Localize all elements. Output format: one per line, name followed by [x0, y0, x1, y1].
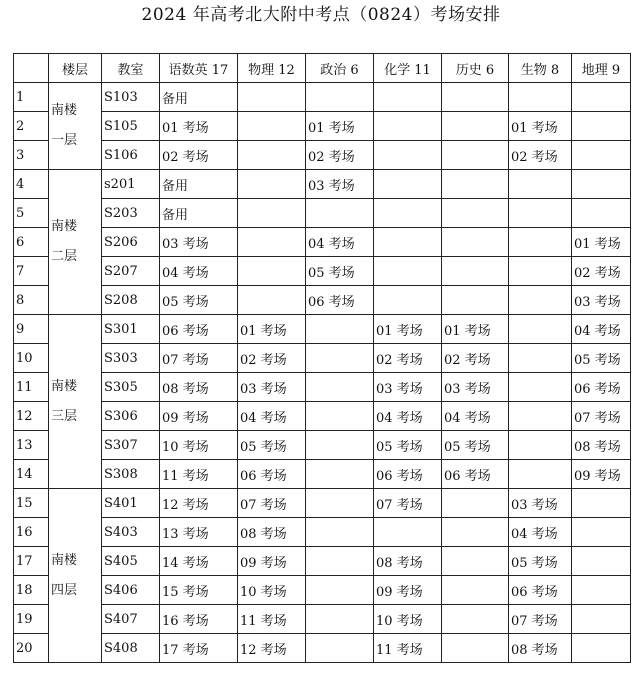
assignment-cell-physics: 01 考场 [238, 315, 306, 344]
header-cell-biology: 生物 8 [509, 54, 572, 83]
room-cell: S405 [102, 547, 160, 576]
assignment-cell-physics [238, 257, 306, 286]
row-number-cell: 12 [14, 402, 49, 431]
table-row [14, 315, 631, 344]
row-number-cell: 2 [14, 112, 49, 141]
header-cell-floor: 楼层 [49, 54, 102, 83]
assignment-cell-chemistry: 07 考场 [374, 489, 442, 518]
assignment-cell-physics [238, 112, 306, 141]
assignment-cell-history [442, 634, 509, 663]
room-cell: S207 [102, 257, 160, 286]
room-cell: S303 [102, 344, 160, 373]
table-row [14, 228, 631, 257]
assignment-cell-biology [509, 83, 572, 112]
assignment-cell-physics: 12 考场 [238, 634, 306, 663]
assignment-cell-politics [306, 489, 374, 518]
assignment-cell-biology: 05 考场 [509, 547, 572, 576]
row-number-cell: 16 [14, 518, 49, 547]
assignment-cell-geography: 01 考场 [572, 228, 631, 257]
assignment-cell-politics [306, 199, 374, 228]
row-number-cell: 14 [14, 460, 49, 489]
assignment-cell-physics [238, 228, 306, 257]
row-number-cell: 19 [14, 605, 49, 634]
assignment-cell-history: 05 考场 [442, 431, 509, 460]
assignment-cell-history [442, 257, 509, 286]
assignment-cell-biology [509, 460, 572, 489]
assignment-cell-chinese-math-english: 09 考场 [160, 402, 238, 431]
assignment-cell-biology: 06 考场 [509, 576, 572, 605]
assignment-cell-history [442, 547, 509, 576]
assignment-cell-chinese-math-english: 备用 [160, 83, 238, 112]
assignment-cell-chemistry: 09 考场 [374, 576, 442, 605]
assignment-cell-chinese-math-english: 14 考场 [160, 547, 238, 576]
floor-cell [49, 83, 102, 170]
assignment-cell-geography [572, 547, 631, 576]
header-cell-geography: 地理 9 [572, 54, 631, 83]
row-number-cell: 9 [14, 315, 49, 344]
room-cell: S301 [102, 315, 160, 344]
row-number-cell: 4 [14, 170, 49, 199]
assignment-cell-chemistry [374, 83, 442, 112]
assignment-cell-chemistry [374, 112, 442, 141]
assignment-cell-chinese-math-english: 06 考场 [160, 315, 238, 344]
assignment-cell-chinese-math-english: 04 考场 [160, 257, 238, 286]
room-cell: S408 [102, 634, 160, 663]
assignment-cell-chinese-math-english: 03 考场 [160, 228, 238, 257]
row-number-cell: 18 [14, 576, 49, 605]
assignment-cell-history [442, 228, 509, 257]
assignment-cell-geography [572, 489, 631, 518]
table-row [14, 518, 631, 547]
floor-level-label: 三层 [51, 408, 78, 424]
room-cell: S106 [102, 141, 160, 170]
row-number-cell: 15 [14, 489, 49, 518]
table-row [14, 199, 631, 228]
assignment-cell-chemistry: 02 考场 [374, 344, 442, 373]
row-number-cell: 10 [14, 344, 49, 373]
row-number-cell: 13 [14, 431, 49, 460]
floor-level-label: 一层 [51, 133, 78, 148]
schedule-body [14, 83, 631, 663]
assignment-cell-politics [306, 83, 374, 112]
assignment-cell-chinese-math-english: 01 考场 [160, 112, 238, 141]
floor-building-label: 南楼 [51, 378, 78, 394]
assignment-cell-politics: 05 考场 [306, 257, 374, 286]
assignment-cell-chinese-math-english: 16 考场 [160, 605, 238, 634]
assignment-cell-politics [306, 315, 374, 344]
assignment-cell-chinese-math-english: 07 考场 [160, 344, 238, 373]
header-cell-history: 历史 6 [442, 54, 509, 83]
assignment-cell-history [442, 170, 509, 199]
assignment-cell-chemistry [374, 141, 442, 170]
assignment-cell-geography: 04 考场 [572, 315, 631, 344]
assignment-cell-physics: 03 考场 [238, 373, 306, 402]
assignment-cell-chinese-math-english: 备用 [160, 199, 238, 228]
assignment-cell-geography: 09 考场 [572, 460, 631, 489]
room-cell: S401 [102, 489, 160, 518]
assignment-cell-physics [238, 141, 306, 170]
assignment-cell-history [442, 141, 509, 170]
assignment-cell-chemistry [374, 170, 442, 199]
assignment-cell-chemistry: 11 考场 [374, 634, 442, 663]
row-number-cell: 1 [14, 83, 49, 112]
table-row [14, 373, 631, 402]
header-cell-physics: 物理 12 [238, 54, 306, 83]
assignment-cell-chinese-math-english: 15 考场 [160, 576, 238, 605]
assignment-cell-politics [306, 634, 374, 663]
assignment-cell-chinese-math-english: 13 考场 [160, 518, 238, 547]
assignment-cell-biology: 01 考场 [509, 112, 572, 141]
assignment-cell-geography [572, 141, 631, 170]
assignment-cell-geography [572, 83, 631, 112]
assignment-cell-biology: 04 考场 [509, 518, 572, 547]
table-row [14, 112, 631, 141]
table-row [14, 460, 631, 489]
floor-level-label: 二层 [51, 249, 78, 264]
assignment-cell-chemistry: 05 考场 [374, 431, 442, 460]
assignment-cell-politics [306, 518, 374, 547]
assignment-cell-physics: 08 考场 [238, 518, 306, 547]
assignment-cell-physics: 06 考场 [238, 460, 306, 489]
assignment-cell-geography [572, 576, 631, 605]
table-row [14, 576, 631, 605]
assignment-cell-chinese-math-english: 12 考场 [160, 489, 238, 518]
row-number-cell: 3 [14, 141, 49, 170]
room-cell: S403 [102, 518, 160, 547]
assignment-cell-politics [306, 576, 374, 605]
assignment-cell-history [442, 199, 509, 228]
assignment-cell-biology [509, 315, 572, 344]
assignment-cell-chemistry [374, 257, 442, 286]
table-row [14, 402, 631, 431]
assignment-cell-history [442, 112, 509, 141]
assignment-cell-physics: 09 考场 [238, 547, 306, 576]
table-row [14, 286, 631, 315]
assignment-cell-biology: 07 考场 [509, 605, 572, 634]
assignment-cell-history [442, 518, 509, 547]
assignment-cell-biology [509, 431, 572, 460]
assignment-cell-history: 01 考场 [442, 315, 509, 344]
assignment-cell-geography [572, 518, 631, 547]
assignment-cell-physics: 07 考场 [238, 489, 306, 518]
assignment-cell-physics [238, 170, 306, 199]
assignment-cell-chemistry: 01 考场 [374, 315, 442, 344]
assignment-cell-physics: 05 考场 [238, 431, 306, 460]
assignment-cell-biology [509, 228, 572, 257]
assignment-cell-biology [509, 344, 572, 373]
row-number-cell: 17 [14, 547, 49, 576]
assignment-cell-history [442, 489, 509, 518]
assignment-cell-geography: 06 考场 [572, 373, 631, 402]
assignment-cell-chemistry [374, 228, 442, 257]
row-number-cell: 7 [14, 257, 49, 286]
assignment-cell-chinese-math-english: 11 考场 [160, 460, 238, 489]
assignment-cell-biology [509, 373, 572, 402]
table-row [14, 489, 631, 518]
row-number-cell: 11 [14, 373, 49, 402]
table-row [14, 634, 631, 663]
room-cell: S208 [102, 286, 160, 315]
table-row [14, 605, 631, 634]
assignment-cell-politics: 06 考场 [306, 286, 374, 315]
room-cell: S206 [102, 228, 160, 257]
assignment-cell-physics: 11 考场 [238, 605, 306, 634]
room-cell: S203 [102, 199, 160, 228]
assignment-cell-history: 06 考场 [442, 460, 509, 489]
assignment-cell-physics: 04 考场 [238, 402, 306, 431]
assignment-cell-chinese-math-english: 05 考场 [160, 286, 238, 315]
assignment-cell-politics: 01 考场 [306, 112, 374, 141]
table-row [14, 344, 631, 373]
room-cell: S407 [102, 605, 160, 634]
assignment-cell-chemistry: 08 考场 [374, 547, 442, 576]
assignment-cell-history [442, 83, 509, 112]
assignment-cell-chemistry [374, 286, 442, 315]
assignment-cell-geography [572, 112, 631, 141]
assignment-cell-biology: 03 考场 [509, 489, 572, 518]
assignment-cell-history [442, 576, 509, 605]
assignment-cell-biology [509, 257, 572, 286]
header-cell-room: 教室 [102, 54, 160, 83]
assignment-cell-geography [572, 605, 631, 634]
assignment-cell-geography [572, 170, 631, 199]
room-cell: s201 [102, 170, 160, 199]
row-number-cell: 5 [14, 199, 49, 228]
room-cell: S307 [102, 431, 160, 460]
room-cell: S306 [102, 402, 160, 431]
assignment-cell-biology [509, 170, 572, 199]
exam-schedule-table [13, 53, 631, 663]
floor-building-label: 南楼 [51, 103, 78, 118]
table-row [14, 141, 631, 170]
header-cell-politics: 政治 6 [306, 54, 374, 83]
header-row [14, 54, 631, 83]
assignment-cell-politics [306, 373, 374, 402]
assignment-cell-geography: 03 考场 [572, 286, 631, 315]
assignment-cell-chemistry [374, 518, 442, 547]
room-cell: S103 [102, 83, 160, 112]
assignment-cell-geography [572, 199, 631, 228]
room-cell: S105 [102, 112, 160, 141]
assignment-cell-chemistry: 10 考场 [374, 605, 442, 634]
assignment-cell-politics: 02 考场 [306, 141, 374, 170]
floor-cell [49, 170, 102, 315]
assignment-cell-physics [238, 286, 306, 315]
room-cell: S308 [102, 460, 160, 489]
assignment-cell-physics [238, 199, 306, 228]
assignment-cell-chemistry [374, 199, 442, 228]
assignment-cell-politics [306, 547, 374, 576]
assignment-cell-biology [509, 199, 572, 228]
header-cell-number [14, 54, 49, 83]
assignment-cell-chinese-math-english: 17 考场 [160, 634, 238, 663]
table-row [14, 170, 631, 199]
room-cell: S305 [102, 373, 160, 402]
floor-building-label: 南楼 [51, 552, 78, 568]
assignment-cell-history: 03 考场 [442, 373, 509, 402]
assignment-cell-history: 04 考场 [442, 402, 509, 431]
assignment-cell-geography [572, 634, 631, 663]
table-row [14, 83, 631, 112]
assignment-cell-physics [238, 83, 306, 112]
assignment-cell-politics [306, 605, 374, 634]
table-row [14, 257, 631, 286]
assignment-cell-history [442, 605, 509, 634]
row-number-cell: 6 [14, 228, 49, 257]
assignment-cell-chinese-math-english: 08 考场 [160, 373, 238, 402]
assignment-cell-physics: 10 考场 [238, 576, 306, 605]
assignment-cell-geography: 05 考场 [572, 344, 631, 373]
floor-building-label: 南楼 [51, 219, 78, 234]
floor-cell [49, 315, 102, 489]
assignment-cell-chemistry: 03 考场 [374, 373, 442, 402]
assignment-cell-politics [306, 344, 374, 373]
assignment-cell-chemistry: 04 考场 [374, 402, 442, 431]
assignment-cell-politics: 04 考场 [306, 228, 374, 257]
assignment-cell-politics [306, 402, 374, 431]
header-cell-chinese-math-english: 语数英 17 [160, 54, 238, 83]
row-number-cell: 20 [14, 634, 49, 663]
assignment-cell-geography: 08 考场 [572, 431, 631, 460]
page-title: 2024 年高考北大附中考点（0824）考场安排 [141, 5, 501, 25]
row-number-cell: 8 [14, 286, 49, 315]
assignment-cell-politics [306, 431, 374, 460]
assignment-cell-history [442, 286, 509, 315]
assignment-cell-chemistry: 06 考场 [374, 460, 442, 489]
assignment-cell-politics: 03 考场 [306, 170, 374, 199]
room-cell: S406 [102, 576, 160, 605]
assignment-cell-physics: 02 考场 [238, 344, 306, 373]
assignment-cell-chinese-math-english: 10 考场 [160, 431, 238, 460]
table-row [14, 547, 631, 576]
assignment-cell-politics [306, 460, 374, 489]
assignment-cell-biology: 02 考场 [509, 141, 572, 170]
floor-cell [49, 489, 102, 663]
assignment-cell-history: 02 考场 [442, 344, 509, 373]
assignment-cell-chinese-math-english: 02 考场 [160, 141, 238, 170]
assignment-cell-geography: 07 考场 [572, 402, 631, 431]
floor-level-label: 四层 [51, 582, 78, 598]
assignment-cell-geography: 02 考场 [572, 257, 631, 286]
assignment-cell-biology [509, 286, 572, 315]
assignment-cell-chinese-math-english: 备用 [160, 170, 238, 199]
assignment-cell-biology: 08 考场 [509, 634, 572, 663]
header-cell-chemistry: 化学 11 [374, 54, 442, 83]
assignment-cell-biology [509, 402, 572, 431]
table-row [14, 431, 631, 460]
